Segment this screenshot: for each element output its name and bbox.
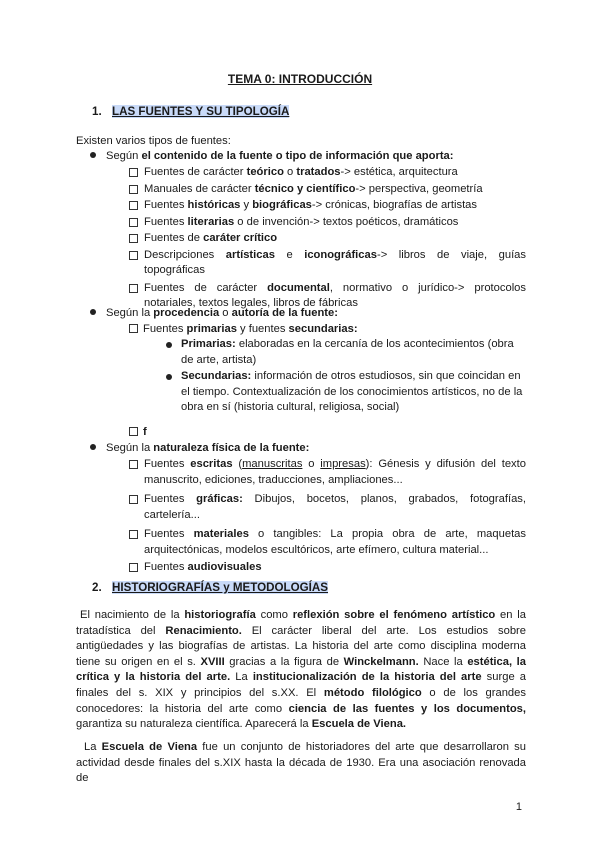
list-item: Manuales de carácter técnico y científico-> perspectiva, geometría [129,182,526,198]
checkbox-icon [129,284,138,293]
section-heading-2 [92,580,328,596]
bullet-icon [166,374,172,380]
list-item: f [129,425,147,441]
section-heading-1 [92,104,289,120]
list-item: Fuentes de caráter crítico [129,231,526,247]
paragraph-vienna-school: La Escuela de Viena fue un conjunto de historiadores del arte que desarrollaron su actividad desde finales del s.XIX hasta la década de 1930. Era una asociación renovada de [76,741,526,785]
list-item: Fuentes literarias o de invención-> textos poéticos, dramáticos [129,215,526,231]
list-item: Fuentes de carácter teórico o tratados-> estética, arquitectura [129,165,526,181]
page-title: TEMA 0: INTRODUCCIÓN [227,72,373,86]
checkbox-icon [129,251,138,260]
bullet-icon [166,342,172,348]
list-content-types [129,165,526,312]
checkbox-icon [129,234,138,243]
list-item: Fuentes históricas y biográficas-> crónicas, biografías de artistas [129,198,526,214]
bullet-icon [90,309,96,315]
list-item: Fuentes audiovisuales [129,560,526,576]
list-physical-types [129,457,526,576]
checkbox-icon [129,427,138,436]
checkbox-icon [129,201,138,210]
checkbox-icon [129,460,138,469]
list-item: Fuentes gráficas: Dibujos, bocetos, planos, grabados, fotografías, cartelería... [129,492,526,523]
checkbox-icon [129,324,138,333]
bullet-icon [90,152,96,158]
bullet-criterion-content: Según el contenido de la fuente o tipo de información que aporta: [90,149,454,165]
section-title: HISTORIOGRAFÍAS y METODOLOGÍAS [112,581,329,594]
list-item: Descripciones artísticas e iconográficas-> libros de viaje, guías topográficas [129,248,526,279]
section-title: LAS FUENTES Y SU TIPOLOGÍA [112,105,290,118]
sub-list-item: Secundarias: información de otros estudiosos, sin que coincidan en el tiempo. Contextualización de los conocimientos artísticos, no de la obra en sí (historia cultural, religiosa, social) [166,369,526,416]
checkbox-icon [129,563,138,572]
checkbox-icon [129,495,138,504]
bullet-criterion-origin: Según la procedencia o autoría de la fuente: [90,306,338,322]
checkbox-icon [129,168,138,177]
checkbox-icon [129,185,138,194]
sub-list [166,337,526,416]
section-number: 2. [92,581,102,594]
sub-list-item: Primarias: elaboradas en la cercanía de los acontecimientos (obra de arte, artista) [166,337,526,368]
bullet-icon [90,444,96,450]
paragraph-historiography: El nacimiento de la historiografía como reflexión sobre el fenómeno artístico en la tratadística del Renacimiento. El carácter liberal del arte. Los estudios sobre antigüedades y las biografías de artistas. La historia del arte como disciplina moderna tiene su origen en el s. XVIII gracias a la figura de Winckelmann. Nace la estética, la crítica y la historia del arte. La institucionalización de la historia del arte surge a finales del s. XIX y principios del s.XX. El método filológico o de los grandes conocedores: la historia del arte como ciencia de las fuentes y los documentos, garantiza su naturaleza científica. Aparecerá la Escuela de Viena. [76,609,527,731]
list-item: Fuentes escritas (manuscritas o impresas): Génesis y difusión del texto manuscrito, ediciones, traducciones, ampliaciones... [129,457,526,488]
page-number: 1 [515,801,522,813]
bullet-criterion-physical: Según la naturaleza física de la fuente: [90,441,309,457]
section-number: 1. [92,105,102,118]
intro-text: Existen varios tipos de fuentes: [76,135,231,147]
checkbox-icon [129,530,138,539]
checkbox-icon [129,218,138,227]
list-item: Fuentes materiales o tangibles: La propia obra de arte, maquetas arquitectónicas, modelos escultóricos, arte efímero, cultura material... [129,527,526,558]
list-item: Fuentes de carácter documental, normativo o jurídico-> protocolos notariales, textos legales, libros de fábricas [129,281,526,312]
list-item: Fuentes primarias y fuentes secundarias: [129,322,358,338]
